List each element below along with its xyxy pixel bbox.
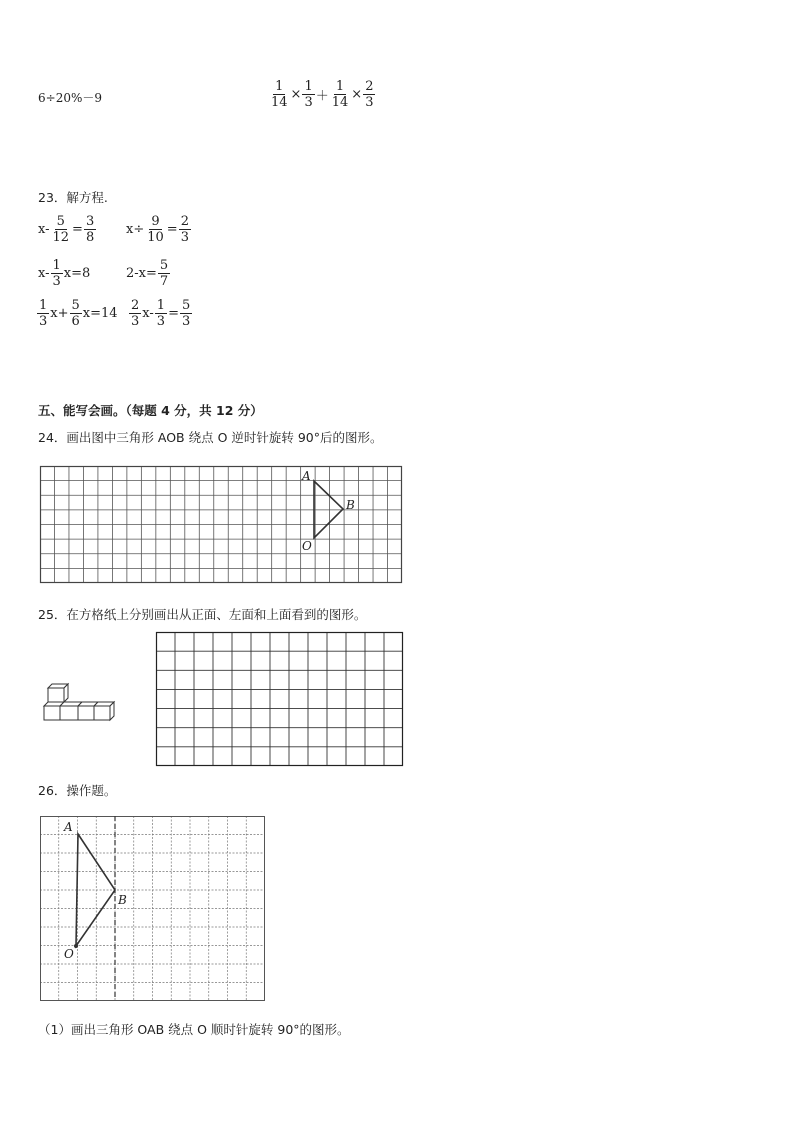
cube-stack-figure bbox=[42, 684, 118, 724]
q24-grid bbox=[40, 466, 402, 584]
triangle-oab bbox=[76, 834, 115, 946]
equation-4: 2-x= $\frac{5}{7}$ bbox=[126, 258, 169, 289]
equation-2: x÷ $\frac{9}{10}$ = $\frac{2}{3}$ bbox=[126, 214, 189, 245]
q26-text: 26．操作题。 bbox=[38, 783, 117, 798]
equation-6: $\frac{2}{3}$ x- $\frac{1}{3}$ = $\frac{5}{3}$ bbox=[131, 298, 191, 329]
equation-5: $\frac{1}{3}$ x+ $\frac{5}{6}$ x=14 bbox=[39, 298, 118, 329]
equation-3: x- $\frac{1}{3}$ x=8 bbox=[38, 258, 91, 289]
point-label-o: O bbox=[64, 947, 74, 961]
q26-grid bbox=[40, 816, 265, 1001]
point-label-b: B bbox=[118, 893, 127, 907]
equation-1: x- $\frac{5}{12}$ = $\frac{3}{8}$ bbox=[38, 214, 95, 245]
fraction: $\frac{1}{14}$ bbox=[331, 79, 349, 110]
fraction: $\frac{1}{3}$ bbox=[304, 79, 313, 110]
section-heading: 五、能写会画。（每题 4 分，共 12 分） bbox=[38, 403, 263, 418]
calc-expression-1: 6÷20%－9 bbox=[38, 91, 102, 105]
q25-grid bbox=[156, 632, 403, 766]
calc-expression-2: $\frac{1}{14}$ × $\frac{1}{3}$ ＋ $\frac{1}{14}$ × $\frac{2}{3}$ bbox=[271, 79, 374, 110]
fraction: $\frac{1}{14}$ bbox=[271, 79, 288, 110]
q23-title: 23．解方程. bbox=[38, 190, 108, 205]
fraction: $\frac{2}{3}$ bbox=[365, 79, 374, 110]
point-label-a: A bbox=[64, 820, 73, 834]
point-label-a: A bbox=[302, 469, 311, 483]
q24-text: 24．画出图中三角形 AOB 绕点 O 逆时针旋转 90°后的图形。 bbox=[38, 430, 383, 445]
point-label-b: B bbox=[346, 498, 355, 512]
point-label-o: O bbox=[302, 539, 312, 553]
q26-sub1: （1）画出三角形 OAB 绕点 O 顺时针旋转 90°的图形。 bbox=[38, 1022, 350, 1037]
q25-text: 25．在方格纸上分别画出从正面、左面和上面看到的图形。 bbox=[38, 607, 367, 622]
